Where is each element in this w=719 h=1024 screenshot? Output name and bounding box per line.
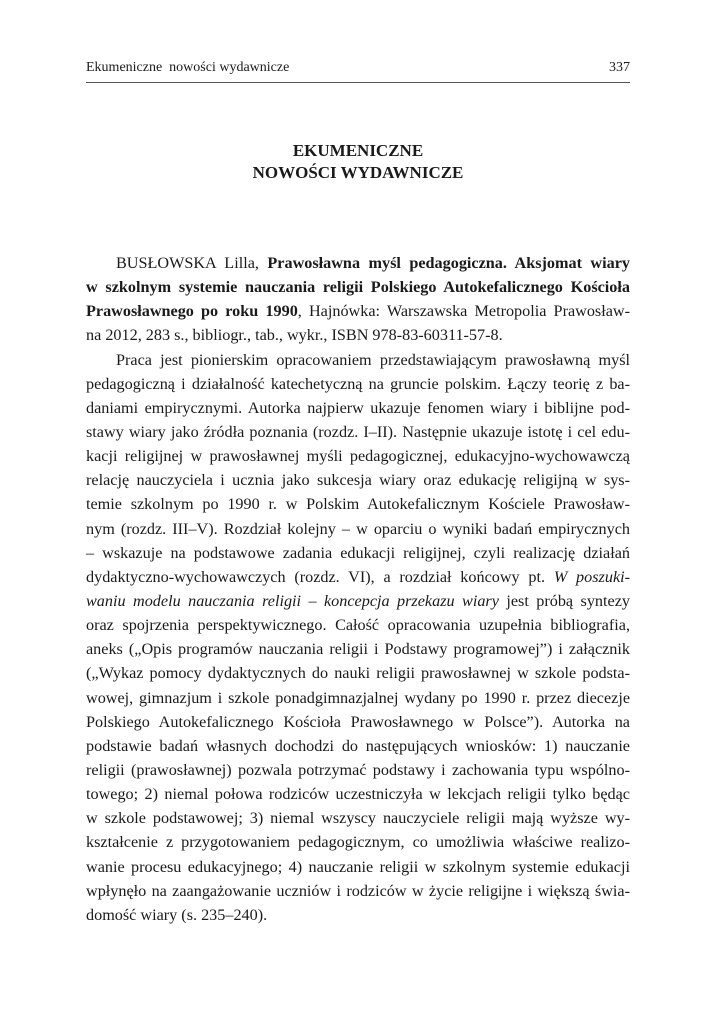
- paragraph-line: towego; 2) niemal połowa rodziców uczestniczyła w lekcjach religii tylko będąc: [86, 785, 630, 804]
- running-head-title: Ekumeniczne nowości wydawnicze: [86, 60, 290, 75]
- page-number: 337: [609, 60, 630, 75]
- paragraph-text: dydaktyczno-wychowawczych (rozdz. VI), a rozdział końcowy pt.: [86, 567, 554, 586]
- paragraph-line: [86, 565, 630, 589]
- paragraph-line: – wskazuje na podstawowe zadania edukacji religijnej, czyli realizację działań: [86, 543, 630, 562]
- paragraph-line: wpłynęło na zaangażowanie uczniów i rodziców w życie religijne i większą świa-: [86, 881, 630, 900]
- entry-publication-info: , Hajnówka: Warszawska Metropolia Prawosław-: [297, 302, 630, 321]
- paragraph-line: temie szkolnym po 1990 r. w Polskim Autokefalicznym Kościele Prawosław-: [86, 495, 630, 514]
- section-title-line-1: EKUMENICZNE: [292, 141, 424, 160]
- section-title-line-2: NOWOŚCI WYDAWNICZE: [252, 163, 464, 182]
- paragraph-line: [86, 589, 630, 613]
- chapter-title-italic: waniu modelu nauczania religii – koncepcja przekazu wiary: [86, 591, 499, 610]
- entry-line: w szkolnym systemie nauczania religii Polskiego Autokefalicznego Kościoła: [86, 278, 630, 297]
- running-head: [86, 60, 630, 76]
- paragraph-line: pedagogiczną i działalność katechetyczną na gruncie polskim. Łączy teorię z ba-: [86, 374, 630, 393]
- chapter-title-italic: W poszuki-: [553, 567, 631, 586]
- paragraph-line: daniami empirycznymi. Autorka najpierw ukazuje fenomen wiary i biblijne pod-: [86, 398, 630, 417]
- paragraph-line: stawy wiary jako źródła poznania (rozdz. I–II). Następnie ukazuje istotę i cel edu-: [86, 422, 630, 441]
- header-rule: [86, 82, 630, 83]
- paragraph-line: („Wykaz pomocy dydaktycznych do nauki religii prawosławnej w szkole podsta-: [86, 664, 630, 683]
- section-title: [86, 140, 630, 184]
- review-text: [86, 251, 630, 927]
- paragraph-line: wanie procesu edukacyjnego; 4) nauczanie religii w szkolnym systemie edukacji: [86, 857, 630, 876]
- paragraph-line: oraz spojrzenia perspektywicznego. Całość opracowania uzupełnia bibliografia,: [86, 616, 630, 635]
- paragraph-text: jest próbą syntezy: [498, 591, 630, 610]
- paragraph-line: kacji religijnej w prawosławnej myśli pedagogicznej, edukacyjno-wychowawczą: [86, 447, 630, 466]
- paragraph-line: relację nauczyciela i ucznia jako sukcesja wiary oraz edukację religijną w sys-: [86, 471, 630, 490]
- entry-book-title: Prawosławnego po roku 1990: [86, 302, 298, 321]
- entry-line: na 2012, 283 s., bibliogr., tab., wykr., ISBN 978-83-60311-57-8.: [86, 326, 503, 345]
- paragraph-line: nym (rozdz. III–V). Rozdział kolejny – w oparciu o wyniki badań empirycznych: [86, 519, 630, 538]
- paragraph-line: domość wiary (s. 235–240).: [86, 905, 268, 924]
- paragraph-line: aneks („Opis programów nauczania religii i Podstawy programowej”) i załącznik: [86, 640, 630, 659]
- paragraph-line: religii (prawosławnej) pozwala potrzymać podstawy i zachowania typu wspólno-: [86, 760, 630, 779]
- paragraph-line: podstawie badań własnych dochodzi do następujących wniosków: 1) nauczanie: [86, 736, 630, 755]
- paragraph-line: Praca jest pionierskim opracowaniem przedstawiającym prawosławną myśl: [116, 350, 630, 369]
- paragraph-line: wowej, gimnazjum i szkole ponadgimnazjalnej wydany po 1990 r. przez diecezje: [86, 688, 630, 707]
- entry-book-title: Prawosławna myśl pedagogiczna. Aksjomat wiary: [267, 254, 630, 272]
- paragraph-line: kształcenie z przygotowaniem pedagogicznym, co umożliwia właściwe realizo-: [86, 833, 630, 852]
- entry-line: [86, 251, 630, 275]
- entry-author: BUSŁOWSKA Lilla,: [116, 254, 268, 272]
- paragraph-line: Polskiego Autokefalicznego Kościoła Prawosławnego w Polsce”). Autorka na: [86, 712, 630, 731]
- paragraph-line: w szkole podstawowej; 3) niemal wszyscy nauczyciele religii mają wyższe wy-: [86, 809, 630, 828]
- entry-line: [86, 299, 630, 323]
